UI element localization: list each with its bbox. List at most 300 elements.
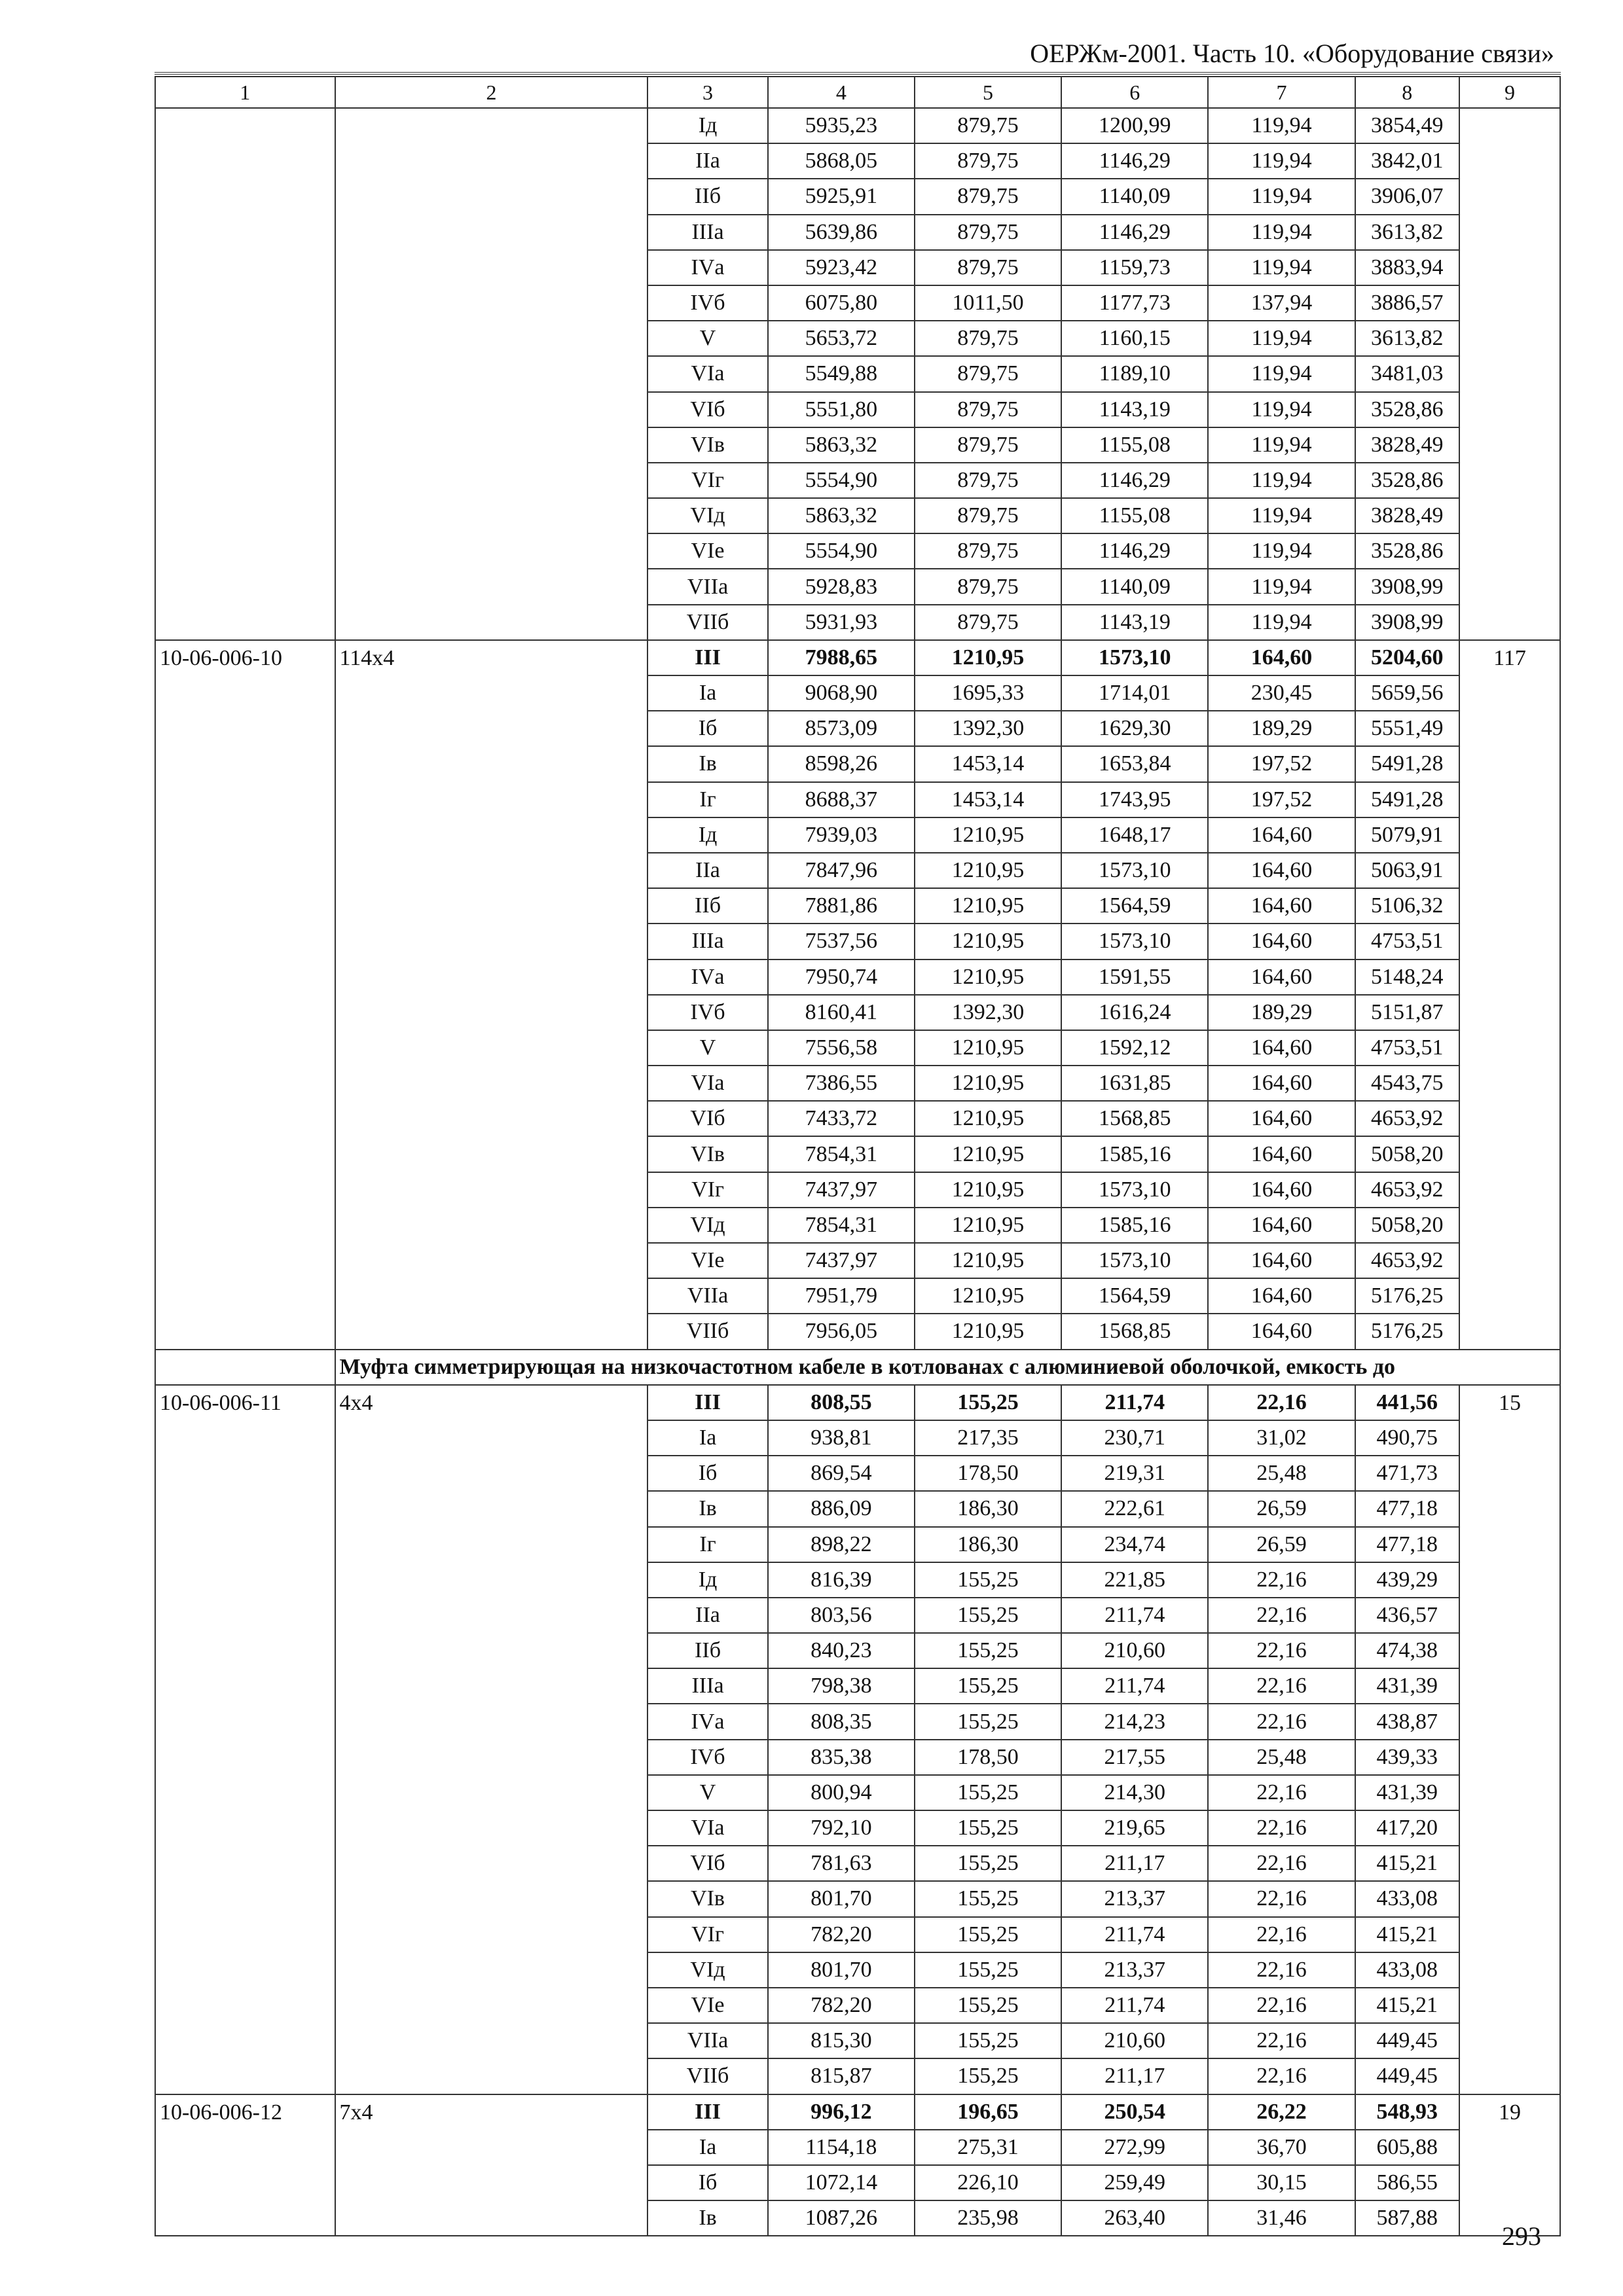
column-number: 1 xyxy=(155,77,335,108)
total-cost-cell: 7437,97 xyxy=(768,1243,915,1278)
labor-cost-cell: 226,10 xyxy=(915,2165,1061,2200)
zone-cell: VIг xyxy=(647,1172,767,1208)
total-cost-cell: 5549,88 xyxy=(768,356,915,391)
driver-wage-cell: 22,16 xyxy=(1208,1952,1355,1988)
empty-cell xyxy=(155,1350,335,1385)
driver-wage-cell: 119,94 xyxy=(1208,392,1355,427)
zone-cell: IIб xyxy=(647,179,767,214)
materials-cost-cell: 4753,51 xyxy=(1355,1030,1459,1066)
labor-cost-cell: 1695,33 xyxy=(915,675,1061,711)
machine-cost-cell: 1743,95 xyxy=(1061,782,1208,817)
zone-cell: VIа xyxy=(647,356,767,391)
zone-cell: Iа xyxy=(647,1420,767,1456)
machine-cost-cell: 211,74 xyxy=(1061,1988,1208,2023)
total-cost-cell: 5554,90 xyxy=(768,533,915,569)
materials-cost-cell: 441,56 xyxy=(1355,1385,1459,1420)
driver-wage-cell: 119,94 xyxy=(1208,498,1355,533)
driver-wage-cell: 119,94 xyxy=(1208,463,1355,498)
zone-cell: IIа xyxy=(647,1598,767,1633)
labor-cost-cell: 1210,95 xyxy=(915,1136,1061,1172)
column-number: 9 xyxy=(1459,77,1560,108)
machine-cost-cell: 1146,29 xyxy=(1061,143,1208,179)
driver-wage-cell: 22,16 xyxy=(1208,1633,1355,1668)
materials-cost-cell: 4543,75 xyxy=(1355,1066,1459,1101)
machine-cost-cell: 1155,08 xyxy=(1061,427,1208,463)
materials-cost-cell: 3528,86 xyxy=(1355,533,1459,569)
driver-wage-cell: 31,46 xyxy=(1208,2200,1355,2236)
rate-code xyxy=(155,108,335,640)
zone-cell: VIа xyxy=(647,1810,767,1846)
machine-cost-cell: 214,30 xyxy=(1061,1775,1208,1810)
labor-cost-cell: 178,50 xyxy=(915,1740,1061,1775)
labor-cost-cell: 155,25 xyxy=(915,1846,1061,1881)
total-cost-cell: 835,38 xyxy=(768,1740,915,1775)
materials-cost-cell: 4653,92 xyxy=(1355,1101,1459,1136)
driver-wage-cell: 31,02 xyxy=(1208,1420,1355,1456)
machine-cost-cell: 1143,19 xyxy=(1061,605,1208,640)
machine-cost-cell: 1585,16 xyxy=(1061,1208,1208,1243)
zone-cell: VIIа xyxy=(647,1278,767,1314)
driver-wage-cell: 164,60 xyxy=(1208,960,1355,995)
driver-wage-cell: 164,60 xyxy=(1208,853,1355,888)
machine-cost-cell: 1616,24 xyxy=(1061,995,1208,1030)
materials-cost-cell: 5106,32 xyxy=(1355,888,1459,924)
driver-wage-cell: 22,16 xyxy=(1208,1704,1355,1739)
labor-cost-cell: 879,75 xyxy=(915,215,1061,250)
labor-cost-cell: 155,25 xyxy=(915,1952,1061,1988)
driver-wage-cell: 189,29 xyxy=(1208,995,1355,1030)
zone-cell: VIб xyxy=(647,1101,767,1136)
labor-cost-cell: 1392,30 xyxy=(915,995,1061,1030)
labor-cost-cell: 1210,95 xyxy=(915,888,1061,924)
labor-cost-cell: 155,25 xyxy=(915,1775,1061,1810)
materials-cost-cell: 431,39 xyxy=(1355,1668,1459,1704)
total-cost-cell: 7854,31 xyxy=(768,1208,915,1243)
total-cost-cell: 996,12 xyxy=(768,2094,915,2130)
machine-cost-cell: 214,23 xyxy=(1061,1704,1208,1739)
rate-code: 10-06-006-12 xyxy=(155,2094,335,2236)
machine-cost-cell: 259,49 xyxy=(1061,2165,1208,2200)
machine-cost-cell: 1200,99 xyxy=(1061,108,1208,143)
materials-cost-cell: 548,93 xyxy=(1355,2094,1459,2130)
rate-code: 10-06-006-10 xyxy=(155,640,335,1350)
zone-cell: Iб xyxy=(647,2165,767,2200)
total-cost-cell: 7950,74 xyxy=(768,960,915,995)
machine-cost-cell: 1573,10 xyxy=(1061,1172,1208,1208)
page-header xyxy=(155,34,1561,75)
zone-cell: VIIа xyxy=(647,569,767,604)
labor-cost-cell: 1453,14 xyxy=(915,782,1061,817)
machine-cost-cell: 1573,10 xyxy=(1061,1243,1208,1278)
zone-cell: VIе xyxy=(647,533,767,569)
zone-cell: Iв xyxy=(647,2200,767,2236)
zone-cell: VIе xyxy=(647,1988,767,2023)
total-cost-cell: 7437,97 xyxy=(768,1172,915,1208)
zone-cell: VIд xyxy=(647,1952,767,1988)
materials-cost-cell: 5491,28 xyxy=(1355,746,1459,781)
zone-cell: Iг xyxy=(647,1527,767,1562)
machine-cost-cell: 1568,85 xyxy=(1061,1101,1208,1136)
total-cost-cell: 8160,41 xyxy=(768,995,915,1030)
total-cost-cell: 5935,23 xyxy=(768,108,915,143)
materials-cost-cell: 417,20 xyxy=(1355,1810,1459,1846)
labor-cost-cell: 879,75 xyxy=(915,533,1061,569)
driver-wage-cell: 119,94 xyxy=(1208,250,1355,285)
labor-cost-cell: 1210,95 xyxy=(915,1101,1061,1136)
total-cost-cell: 8598,26 xyxy=(768,746,915,781)
column-number-row xyxy=(155,77,1560,108)
materials-cost-cell: 5176,25 xyxy=(1355,1314,1459,1349)
driver-wage-cell: 26,22 xyxy=(1208,2094,1355,2130)
machine-cost-cell: 221,85 xyxy=(1061,1562,1208,1598)
machine-cost-cell: 211,74 xyxy=(1061,1668,1208,1704)
machine-cost-cell: 1146,29 xyxy=(1061,463,1208,498)
materials-cost-cell: 5148,24 xyxy=(1355,960,1459,995)
driver-wage-cell: 26,59 xyxy=(1208,1527,1355,1562)
driver-wage-cell: 22,16 xyxy=(1208,1598,1355,1633)
zone-cell: VIд xyxy=(647,1208,767,1243)
machine-cost-cell: 1568,85 xyxy=(1061,1314,1208,1349)
materials-cost-cell: 415,21 xyxy=(1355,1988,1459,2023)
materials-cost-cell: 3842,01 xyxy=(1355,143,1459,179)
driver-wage-cell: 164,60 xyxy=(1208,1243,1355,1278)
zone-cell: VIIа xyxy=(647,2023,767,2058)
zone-cell: III xyxy=(647,2094,767,2130)
zone-cell: VIа xyxy=(647,1066,767,1101)
zone-cell: VIд xyxy=(647,498,767,533)
zone-cell: VIIб xyxy=(647,1314,767,1349)
driver-wage-cell: 164,60 xyxy=(1208,888,1355,924)
zone-cell: IVб xyxy=(647,1740,767,1775)
driver-wage-cell: 22,16 xyxy=(1208,2058,1355,2094)
materials-cost-cell: 3613,82 xyxy=(1355,215,1459,250)
driver-wage-cell: 22,16 xyxy=(1208,1562,1355,1598)
zone-cell: VIв xyxy=(647,427,767,463)
total-cost-cell: 782,20 xyxy=(768,1917,915,1952)
labor-cost-cell: 1210,95 xyxy=(915,960,1061,995)
column-number: 8 xyxy=(1355,77,1459,108)
materials-cost-cell: 5204,60 xyxy=(1355,640,1459,675)
driver-wage-cell: 22,16 xyxy=(1208,1810,1355,1846)
machine-cost-cell: 1591,55 xyxy=(1061,960,1208,995)
machine-cost-cell: 1585,16 xyxy=(1061,1136,1208,1172)
table-body xyxy=(155,77,1560,2236)
driver-wage-cell: 119,94 xyxy=(1208,143,1355,179)
total-cost-cell: 7386,55 xyxy=(768,1066,915,1101)
total-cost-cell: 7847,96 xyxy=(768,853,915,888)
zone-cell: IIб xyxy=(647,1633,767,1668)
machine-cost-cell: 1140,09 xyxy=(1061,179,1208,214)
zone-cell: IVб xyxy=(647,995,767,1030)
labor-cost-cell: 155,25 xyxy=(915,1704,1061,1739)
document-title: ОЕРЖм-2001. Часть 10. «Оборудование связи» xyxy=(1030,39,1554,68)
column-number: 2 xyxy=(335,77,648,108)
materials-cost-cell: 415,21 xyxy=(1355,1846,1459,1881)
labor-cost-cell: 1210,95 xyxy=(915,924,1061,959)
labor-cost-cell: 879,75 xyxy=(915,392,1061,427)
materials-cost-cell: 3908,99 xyxy=(1355,569,1459,604)
total-cost-cell: 815,87 xyxy=(768,2058,915,2094)
driver-wage-cell: 164,60 xyxy=(1208,1066,1355,1101)
driver-wage-cell: 119,94 xyxy=(1208,321,1355,356)
labor-cost-cell: 879,75 xyxy=(915,498,1061,533)
zone-cell: IVа xyxy=(647,1704,767,1739)
machine-cost-cell: 1573,10 xyxy=(1061,853,1208,888)
machine-cost-cell: 211,74 xyxy=(1061,1385,1208,1420)
total-cost-cell: 840,23 xyxy=(768,1633,915,1668)
machine-cost-cell: 1564,59 xyxy=(1061,1278,1208,1314)
labor-cost-cell: 155,25 xyxy=(915,1668,1061,1704)
machine-cost-cell: 1648,17 xyxy=(1061,817,1208,853)
total-cost-cell: 808,35 xyxy=(768,1704,915,1739)
materials-cost-cell: 5058,20 xyxy=(1355,1136,1459,1172)
machine-cost-cell: 219,65 xyxy=(1061,1810,1208,1846)
cable-size: 4х4 xyxy=(335,1385,648,2094)
machine-cost-cell: 1629,30 xyxy=(1061,711,1208,746)
materials-cost-cell: 3481,03 xyxy=(1355,356,1459,391)
labor-cost-cell: 879,75 xyxy=(915,463,1061,498)
driver-wage-cell: 137,94 xyxy=(1208,285,1355,321)
labor-cost-cell: 1210,95 xyxy=(915,1208,1061,1243)
labor-hours: 15 xyxy=(1459,1385,1560,2094)
driver-wage-cell: 25,48 xyxy=(1208,1740,1355,1775)
zone-cell: IVа xyxy=(647,960,767,995)
labor-cost-cell: 1210,95 xyxy=(915,1066,1061,1101)
materials-cost-cell: 5176,25 xyxy=(1355,1278,1459,1314)
labor-cost-cell: 879,75 xyxy=(915,356,1061,391)
driver-wage-cell: 164,60 xyxy=(1208,817,1355,853)
machine-cost-cell: 1653,84 xyxy=(1061,746,1208,781)
labor-cost-cell: 1210,95 xyxy=(915,817,1061,853)
total-cost-cell: 816,39 xyxy=(768,1562,915,1598)
zone-cell: Iб xyxy=(647,1456,767,1491)
materials-cost-cell: 3908,99 xyxy=(1355,605,1459,640)
driver-wage-cell: 26,59 xyxy=(1208,1491,1355,1526)
driver-wage-cell: 30,15 xyxy=(1208,2165,1355,2200)
machine-cost-cell: 211,17 xyxy=(1061,1846,1208,1881)
driver-wage-cell: 164,60 xyxy=(1208,1101,1355,1136)
total-cost-cell: 5863,32 xyxy=(768,427,915,463)
driver-wage-cell: 119,94 xyxy=(1208,108,1355,143)
labor-cost-cell: 155,25 xyxy=(915,1881,1061,1916)
total-cost-cell: 8573,09 xyxy=(768,711,915,746)
materials-cost-cell: 5058,20 xyxy=(1355,1208,1459,1243)
total-cost-cell: 800,94 xyxy=(768,1775,915,1810)
zone-cell: Iб xyxy=(647,711,767,746)
driver-wage-cell: 164,60 xyxy=(1208,1136,1355,1172)
zone-cell: VIIб xyxy=(647,2058,767,2094)
total-cost-cell: 5928,83 xyxy=(768,569,915,604)
materials-cost-cell: 5063,91 xyxy=(1355,853,1459,888)
zone-cell: VIб xyxy=(647,1846,767,1881)
materials-cost-cell: 436,57 xyxy=(1355,1598,1459,1633)
total-cost-cell: 781,63 xyxy=(768,1846,915,1881)
driver-wage-cell: 119,94 xyxy=(1208,215,1355,250)
driver-wage-cell: 164,60 xyxy=(1208,1278,1355,1314)
labor-cost-cell: 196,65 xyxy=(915,2094,1061,2130)
labor-cost-cell: 1210,95 xyxy=(915,1172,1061,1208)
table-row xyxy=(155,640,1560,675)
machine-cost-cell: 211,74 xyxy=(1061,1598,1208,1633)
total-cost-cell: 5931,93 xyxy=(768,605,915,640)
materials-cost-cell: 5551,49 xyxy=(1355,711,1459,746)
section-heading-row xyxy=(155,1350,1560,1385)
total-cost-cell: 7951,79 xyxy=(768,1278,915,1314)
labor-cost-cell: 155,25 xyxy=(915,1598,1061,1633)
zone-cell: Iд xyxy=(647,1562,767,1598)
labor-cost-cell: 155,25 xyxy=(915,1562,1061,1598)
materials-cost-cell: 3528,86 xyxy=(1355,392,1459,427)
machine-cost-cell: 1146,29 xyxy=(1061,533,1208,569)
labor-cost-cell: 879,75 xyxy=(915,569,1061,604)
machine-cost-cell: 1177,73 xyxy=(1061,285,1208,321)
zone-cell: Iв xyxy=(647,746,767,781)
total-cost-cell: 7881,86 xyxy=(768,888,915,924)
cable-size xyxy=(335,108,648,640)
machine-cost-cell: 210,60 xyxy=(1061,1633,1208,1668)
materials-cost-cell: 5659,56 xyxy=(1355,675,1459,711)
driver-wage-cell: 22,16 xyxy=(1208,1846,1355,1881)
materials-cost-cell: 439,29 xyxy=(1355,1562,1459,1598)
materials-cost-cell: 3886,57 xyxy=(1355,285,1459,321)
table-row xyxy=(155,108,1560,143)
labor-cost-cell: 155,25 xyxy=(915,1988,1061,2023)
total-cost-cell: 7537,56 xyxy=(768,924,915,959)
labor-cost-cell: 1210,95 xyxy=(915,853,1061,888)
materials-cost-cell: 3854,49 xyxy=(1355,108,1459,143)
total-cost-cell: 8688,37 xyxy=(768,782,915,817)
total-cost-cell: 869,54 xyxy=(768,1456,915,1491)
page-number: 293 xyxy=(1502,2221,1541,2251)
total-cost-cell: 7854,31 xyxy=(768,1136,915,1172)
labor-cost-cell: 155,25 xyxy=(915,2058,1061,2094)
labor-hours: 19 xyxy=(1459,2094,1560,2236)
rate-code: 10-06-006-11 xyxy=(155,1385,335,2094)
machine-cost-cell: 1631,85 xyxy=(1061,1066,1208,1101)
total-cost-cell: 801,70 xyxy=(768,1881,915,1916)
table-row xyxy=(155,2094,1560,2130)
driver-wage-cell: 164,60 xyxy=(1208,1172,1355,1208)
driver-wage-cell: 197,52 xyxy=(1208,782,1355,817)
zone-cell: Iа xyxy=(647,2130,767,2165)
machine-cost-cell: 219,31 xyxy=(1061,1456,1208,1491)
zone-cell: IIа xyxy=(647,143,767,179)
labor-cost-cell: 879,75 xyxy=(915,179,1061,214)
labor-cost-cell: 1210,95 xyxy=(915,1030,1061,1066)
zone-cell: Iг xyxy=(647,782,767,817)
driver-wage-cell: 22,16 xyxy=(1208,1917,1355,1952)
driver-wage-cell: 22,16 xyxy=(1208,1775,1355,1810)
zone-cell: Iд xyxy=(647,108,767,143)
total-cost-cell: 938,81 xyxy=(768,1420,915,1456)
price-table xyxy=(155,76,1561,2236)
machine-cost-cell: 230,71 xyxy=(1061,1420,1208,1456)
machine-cost-cell: 1155,08 xyxy=(1061,498,1208,533)
machine-cost-cell: 1564,59 xyxy=(1061,888,1208,924)
driver-wage-cell: 189,29 xyxy=(1208,711,1355,746)
labor-cost-cell: 879,75 xyxy=(915,108,1061,143)
driver-wage-cell: 164,60 xyxy=(1208,1314,1355,1349)
zone-cell: VIIб xyxy=(647,605,767,640)
labor-cost-cell: 879,75 xyxy=(915,605,1061,640)
driver-wage-cell: 22,16 xyxy=(1208,1668,1355,1704)
zone-cell: IIIа xyxy=(647,1668,767,1704)
materials-cost-cell: 438,87 xyxy=(1355,1704,1459,1739)
materials-cost-cell: 4753,51 xyxy=(1355,924,1459,959)
driver-wage-cell: 22,16 xyxy=(1208,1988,1355,2023)
machine-cost-cell: 1592,12 xyxy=(1061,1030,1208,1066)
total-cost-cell: 7988,65 xyxy=(768,640,915,675)
total-cost-cell: 7433,72 xyxy=(768,1101,915,1136)
materials-cost-cell: 5151,87 xyxy=(1355,995,1459,1030)
labor-cost-cell: 178,50 xyxy=(915,1456,1061,1491)
machine-cost-cell: 1189,10 xyxy=(1061,356,1208,391)
labor-hours xyxy=(1459,108,1560,640)
zone-cell: IIб xyxy=(647,888,767,924)
labor-cost-cell: 1011,50 xyxy=(915,285,1061,321)
labor-cost-cell: 186,30 xyxy=(915,1491,1061,1526)
total-cost-cell: 5923,42 xyxy=(768,250,915,285)
machine-cost-cell: 211,17 xyxy=(1061,2058,1208,2094)
materials-cost-cell: 415,21 xyxy=(1355,1917,1459,1952)
machine-cost-cell: 1159,73 xyxy=(1061,250,1208,285)
machine-cost-cell: 210,60 xyxy=(1061,2023,1208,2058)
labor-cost-cell: 217,35 xyxy=(915,1420,1061,1456)
machine-cost-cell: 1160,15 xyxy=(1061,321,1208,356)
labor-cost-cell: 186,30 xyxy=(915,1527,1061,1562)
labor-cost-cell: 155,25 xyxy=(915,2023,1061,2058)
total-cost-cell: 5863,32 xyxy=(768,498,915,533)
total-cost-cell: 5653,72 xyxy=(768,321,915,356)
zone-cell: V xyxy=(647,1030,767,1066)
materials-cost-cell: 449,45 xyxy=(1355,2058,1459,2094)
zone-cell: VIв xyxy=(647,1881,767,1916)
zone-cell: IIIа xyxy=(647,924,767,959)
materials-cost-cell: 5079,91 xyxy=(1355,817,1459,853)
total-cost-cell: 782,20 xyxy=(768,1988,915,2023)
labor-cost-cell: 1210,95 xyxy=(915,1243,1061,1278)
total-cost-cell: 5554,90 xyxy=(768,463,915,498)
materials-cost-cell: 439,33 xyxy=(1355,1740,1459,1775)
column-number: 5 xyxy=(915,77,1061,108)
materials-cost-cell: 471,73 xyxy=(1355,1456,1459,1491)
labor-cost-cell: 235,98 xyxy=(915,2200,1061,2236)
driver-wage-cell: 22,16 xyxy=(1208,1881,1355,1916)
materials-cost-cell: 474,38 xyxy=(1355,1633,1459,1668)
machine-cost-cell: 250,54 xyxy=(1061,2094,1208,2130)
zone-cell: VIг xyxy=(647,1917,767,1952)
total-cost-cell: 5639,86 xyxy=(768,215,915,250)
zone-cell: VIв xyxy=(647,1136,767,1172)
machine-cost-cell: 1140,09 xyxy=(1061,569,1208,604)
column-number: 3 xyxy=(647,77,767,108)
zone-cell: IIа xyxy=(647,853,767,888)
zone-cell: V xyxy=(647,321,767,356)
total-cost-cell: 9068,90 xyxy=(768,675,915,711)
materials-cost-cell: 3883,94 xyxy=(1355,250,1459,285)
materials-cost-cell: 3613,82 xyxy=(1355,321,1459,356)
zone-cell: III xyxy=(647,1385,767,1420)
total-cost-cell: 1087,26 xyxy=(768,2200,915,2236)
labor-cost-cell: 155,25 xyxy=(915,1633,1061,1668)
driver-wage-cell: 25,48 xyxy=(1208,1456,1355,1491)
materials-cost-cell: 449,45 xyxy=(1355,2023,1459,2058)
total-cost-cell: 808,55 xyxy=(768,1385,915,1420)
total-cost-cell: 1154,18 xyxy=(768,2130,915,2165)
zone-cell: Iа xyxy=(647,675,767,711)
driver-wage-cell: 164,60 xyxy=(1208,640,1355,675)
machine-cost-cell: 263,40 xyxy=(1061,2200,1208,2236)
